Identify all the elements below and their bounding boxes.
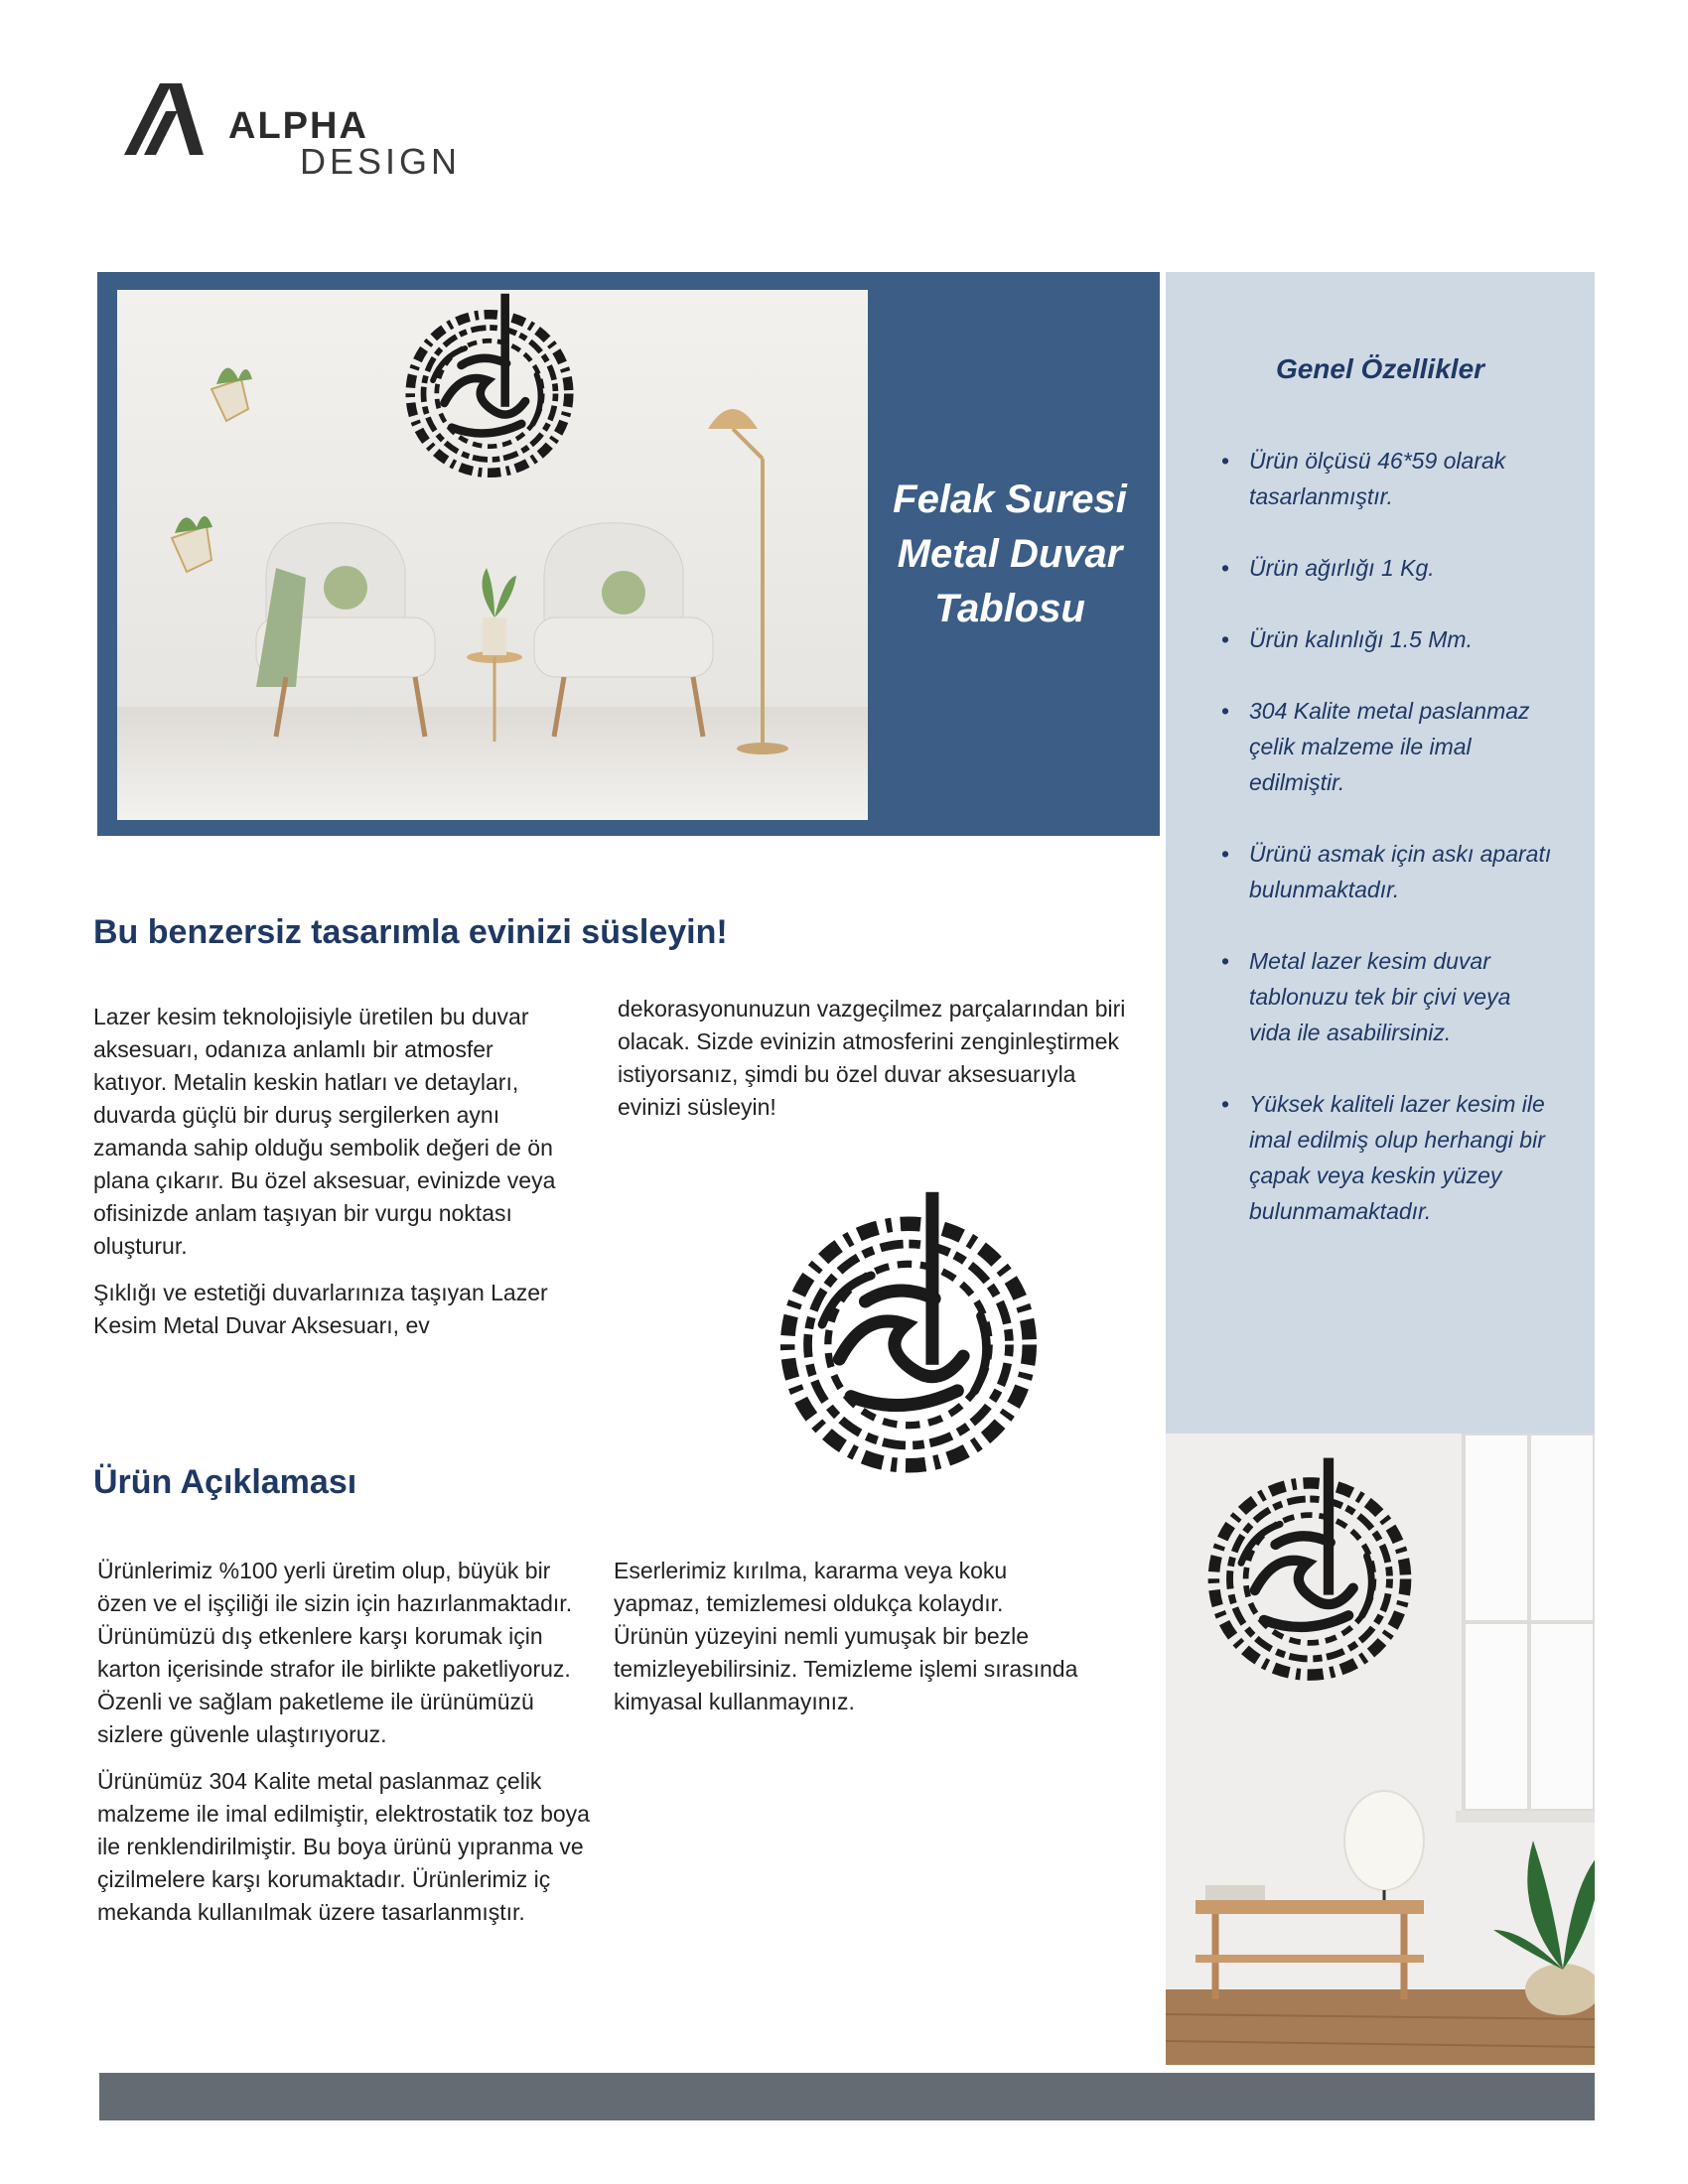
room-illustration xyxy=(1166,1433,1595,2065)
description-column-right xyxy=(614,1555,1080,1718)
description-paragraph-1: Ürünlerimiz %100 yerli üretim olup, büyük bir özen ve el işçiliği ile sizin için hazırlanmaktadır. Ürünümüzü dış etkenlere karşı korumak için karton içerisinde strafor ile birlikte paketliyoruz. Özenli ve sağlam paketleme ile ürünümüzü sizlere güvenle ulaştırıyoruz. xyxy=(97,1558,573,1747)
intro-paragraph-1: Lazer kesim teknolojisiyle üretilen bu duvar aksesuarı, odanıza anlamlı bir atmosfer katıyor. Metalin keskin hatları ve detayları, duvarda güçlü bir duruş sergilerken aynı zamanda sahip olduğu sembolik değeri de ön plana çıkarır. Bu özel aksesuar, evinizde veya ofisinizde anlam taşıyan bir vurgu noktası oluşturur. xyxy=(93,1004,556,1259)
room-photo xyxy=(1166,1433,1595,2065)
calligraphy-product-image xyxy=(765,1181,1053,1479)
feature-item: • Ürünü asmak için askı aparatı bulunmaktadır. xyxy=(1217,836,1555,907)
description-heading: Ürün Açıklaması xyxy=(93,1463,357,1501)
features-list xyxy=(1217,443,1555,1265)
feature-item: • Metal lazer kesim duvar tablonuzu tek bir çivi veya vida ile asabilirsiniz. xyxy=(1217,943,1555,1050)
features-title: Genel Özellikler xyxy=(1275,353,1485,384)
intro-heading: Bu benzersiz tasarımla evinizi süsleyin! xyxy=(93,913,728,951)
brand-logo xyxy=(119,79,496,189)
living-room-illustration xyxy=(117,290,868,820)
feature-item: • 304 Kalite metal paslanmaz çelik malzeme ile imal edilmiştir. xyxy=(1217,693,1555,800)
hero-room-photo xyxy=(117,290,868,820)
feature-item: • Ürün ağırlığı 1 Kg. xyxy=(1217,550,1555,586)
description-paragraph-2: Ürünümüz 304 Kalite metal paslanmaz çelik malzeme ile imal edilmiştir, elektrostatik toz boya ile renklendirilmiştir. Bu boya ürünü yıpranma ve çizilmelere karşı korumaktadır. Ürünlerimiz iç mekanda kullanılmak üzere tasarlanmıştır. xyxy=(97,1768,590,1925)
intro-paragraph-3: dekorasyonunuzun vazgeçilmez parçalarından biri olacak. Sizde evinizin atmosferini zenginleştirmek istiyorsanız, şimdi bu özel duvar aksesuarıyla evinizi süsleyin! xyxy=(618,996,1126,1120)
feature-item: • Ürün ölçüsü 46*59 olarak tasarlanmıştır. xyxy=(1217,443,1555,514)
brand-name-line1: ALPHA xyxy=(228,105,368,147)
intro-paragraph-2: Şıklığı ve estetiği duvarlarınıza taşıyan Lazer Kesim Metal Duvar Aksesuarı, ev xyxy=(93,1280,548,1338)
intro-column-left xyxy=(93,1001,560,1342)
description-paragraph-3: Eserlerimiz kırılma, kararma veya koku yapmaz, temizlemesi oldukça kolaydır. Ürünün yüzeyini nemli yumuşak bir bezle temizleyebilirsiniz. Temizleme işlemi sırasında kimyasal kullanmayınız. xyxy=(614,1558,1078,1714)
feature-item: • Ürün kalınlığı 1.5 Mm. xyxy=(1217,621,1555,657)
product-title: Felak Suresi Metal Duvar Tablosu xyxy=(893,478,1127,630)
intro-column-right xyxy=(618,993,1134,1124)
feature-item: • Yüksek kaliteli lazer kesim ile imal edilmiş olup herhangi bir çapak veya keskin yüzey bulunmamaktadır. xyxy=(1217,1086,1555,1229)
description-column-left xyxy=(97,1555,594,1929)
logo-mark-icon xyxy=(124,83,204,155)
footer-bar xyxy=(99,2073,1595,2120)
brand-name-line2: DESIGN xyxy=(300,141,462,182)
